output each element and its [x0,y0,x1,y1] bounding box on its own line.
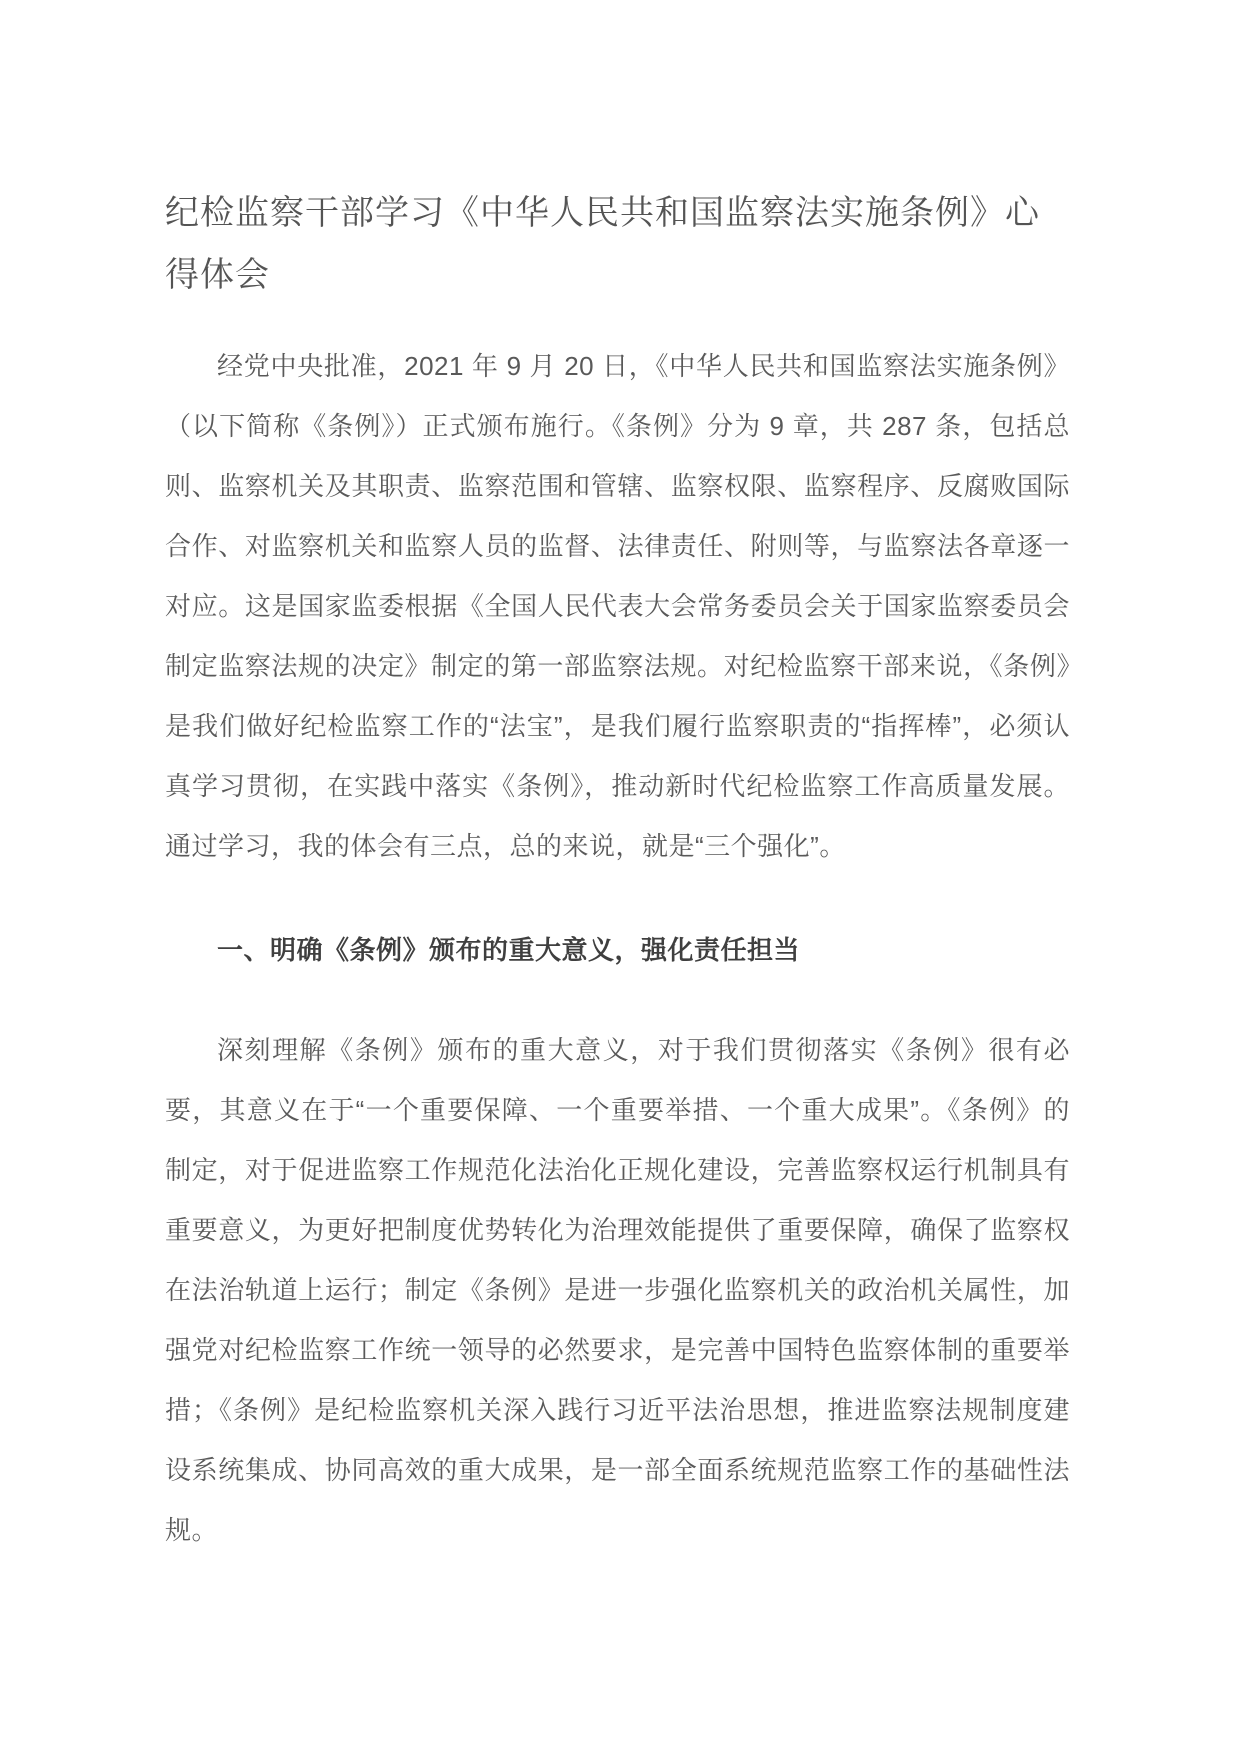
section-1-heading: 一、明确《条例》颁布的重大意义，强化责任担当 [217,935,801,965]
page-title: 纪检监察干部学习《中华人民共和国监察法实施条例》心得体会 [165,194,1040,294]
section-1-paragraph: 深刻理解《条例》颁布的重大意义，对于我们贯彻落实《条例》很有必要，其意义在于“一个重要保障、一个重要举措、一个重大成果”。《条例》的制定，对于促进监察工作规范化法治化正规化建设，完善监察权运行机制具有重要意义，为更好把制度优势转化为治理效能提供了重要保障，确保了监察权在法治轨道上运行；制定《条例》是进一步强化监察机关的政治机关属性，加强党对纪检监察工作统一领导的必然要求，是完善中国特色监察体制的重要举措；《条例》是纪检监察机关深入践行习近平法治思想，推进监察法规制度建设系统集成、协同高效的重大成果，是一部全面系统规范监察工作的基础性法规。 [165,1035,1070,1545]
intro-paragraph: 经党中央批准，2021 年 9 月 20 日，《中华人民共和国监察法实施条例》（以下简称《条例》）正式颁布施行。《条例》分为 9 章，共 287 条，包括总则、监察机关及其职责、监察范围和管辖、监察权限、监察程序、反腐败国际合作、对监察机关和监察人员的监督、法律责任、附则等，与监察法各章逐一对应。这是国家监委根据《全国人民代表大会常务委员会关于国家监察委员会制定监察法规的决定》制定的第一部监察法规。对纪检监察干部来说，《条例》是我们做好纪检监察工作的“法宝”，是我们履行监察职责的“指挥棒”，必须认真学习贯彻，在实践中落实《条例》，推动新时代纪检监察工作高质量发展。通过学习，我的体会有三点，总的来说，就是“三个强化”。 [165,351,1070,861]
